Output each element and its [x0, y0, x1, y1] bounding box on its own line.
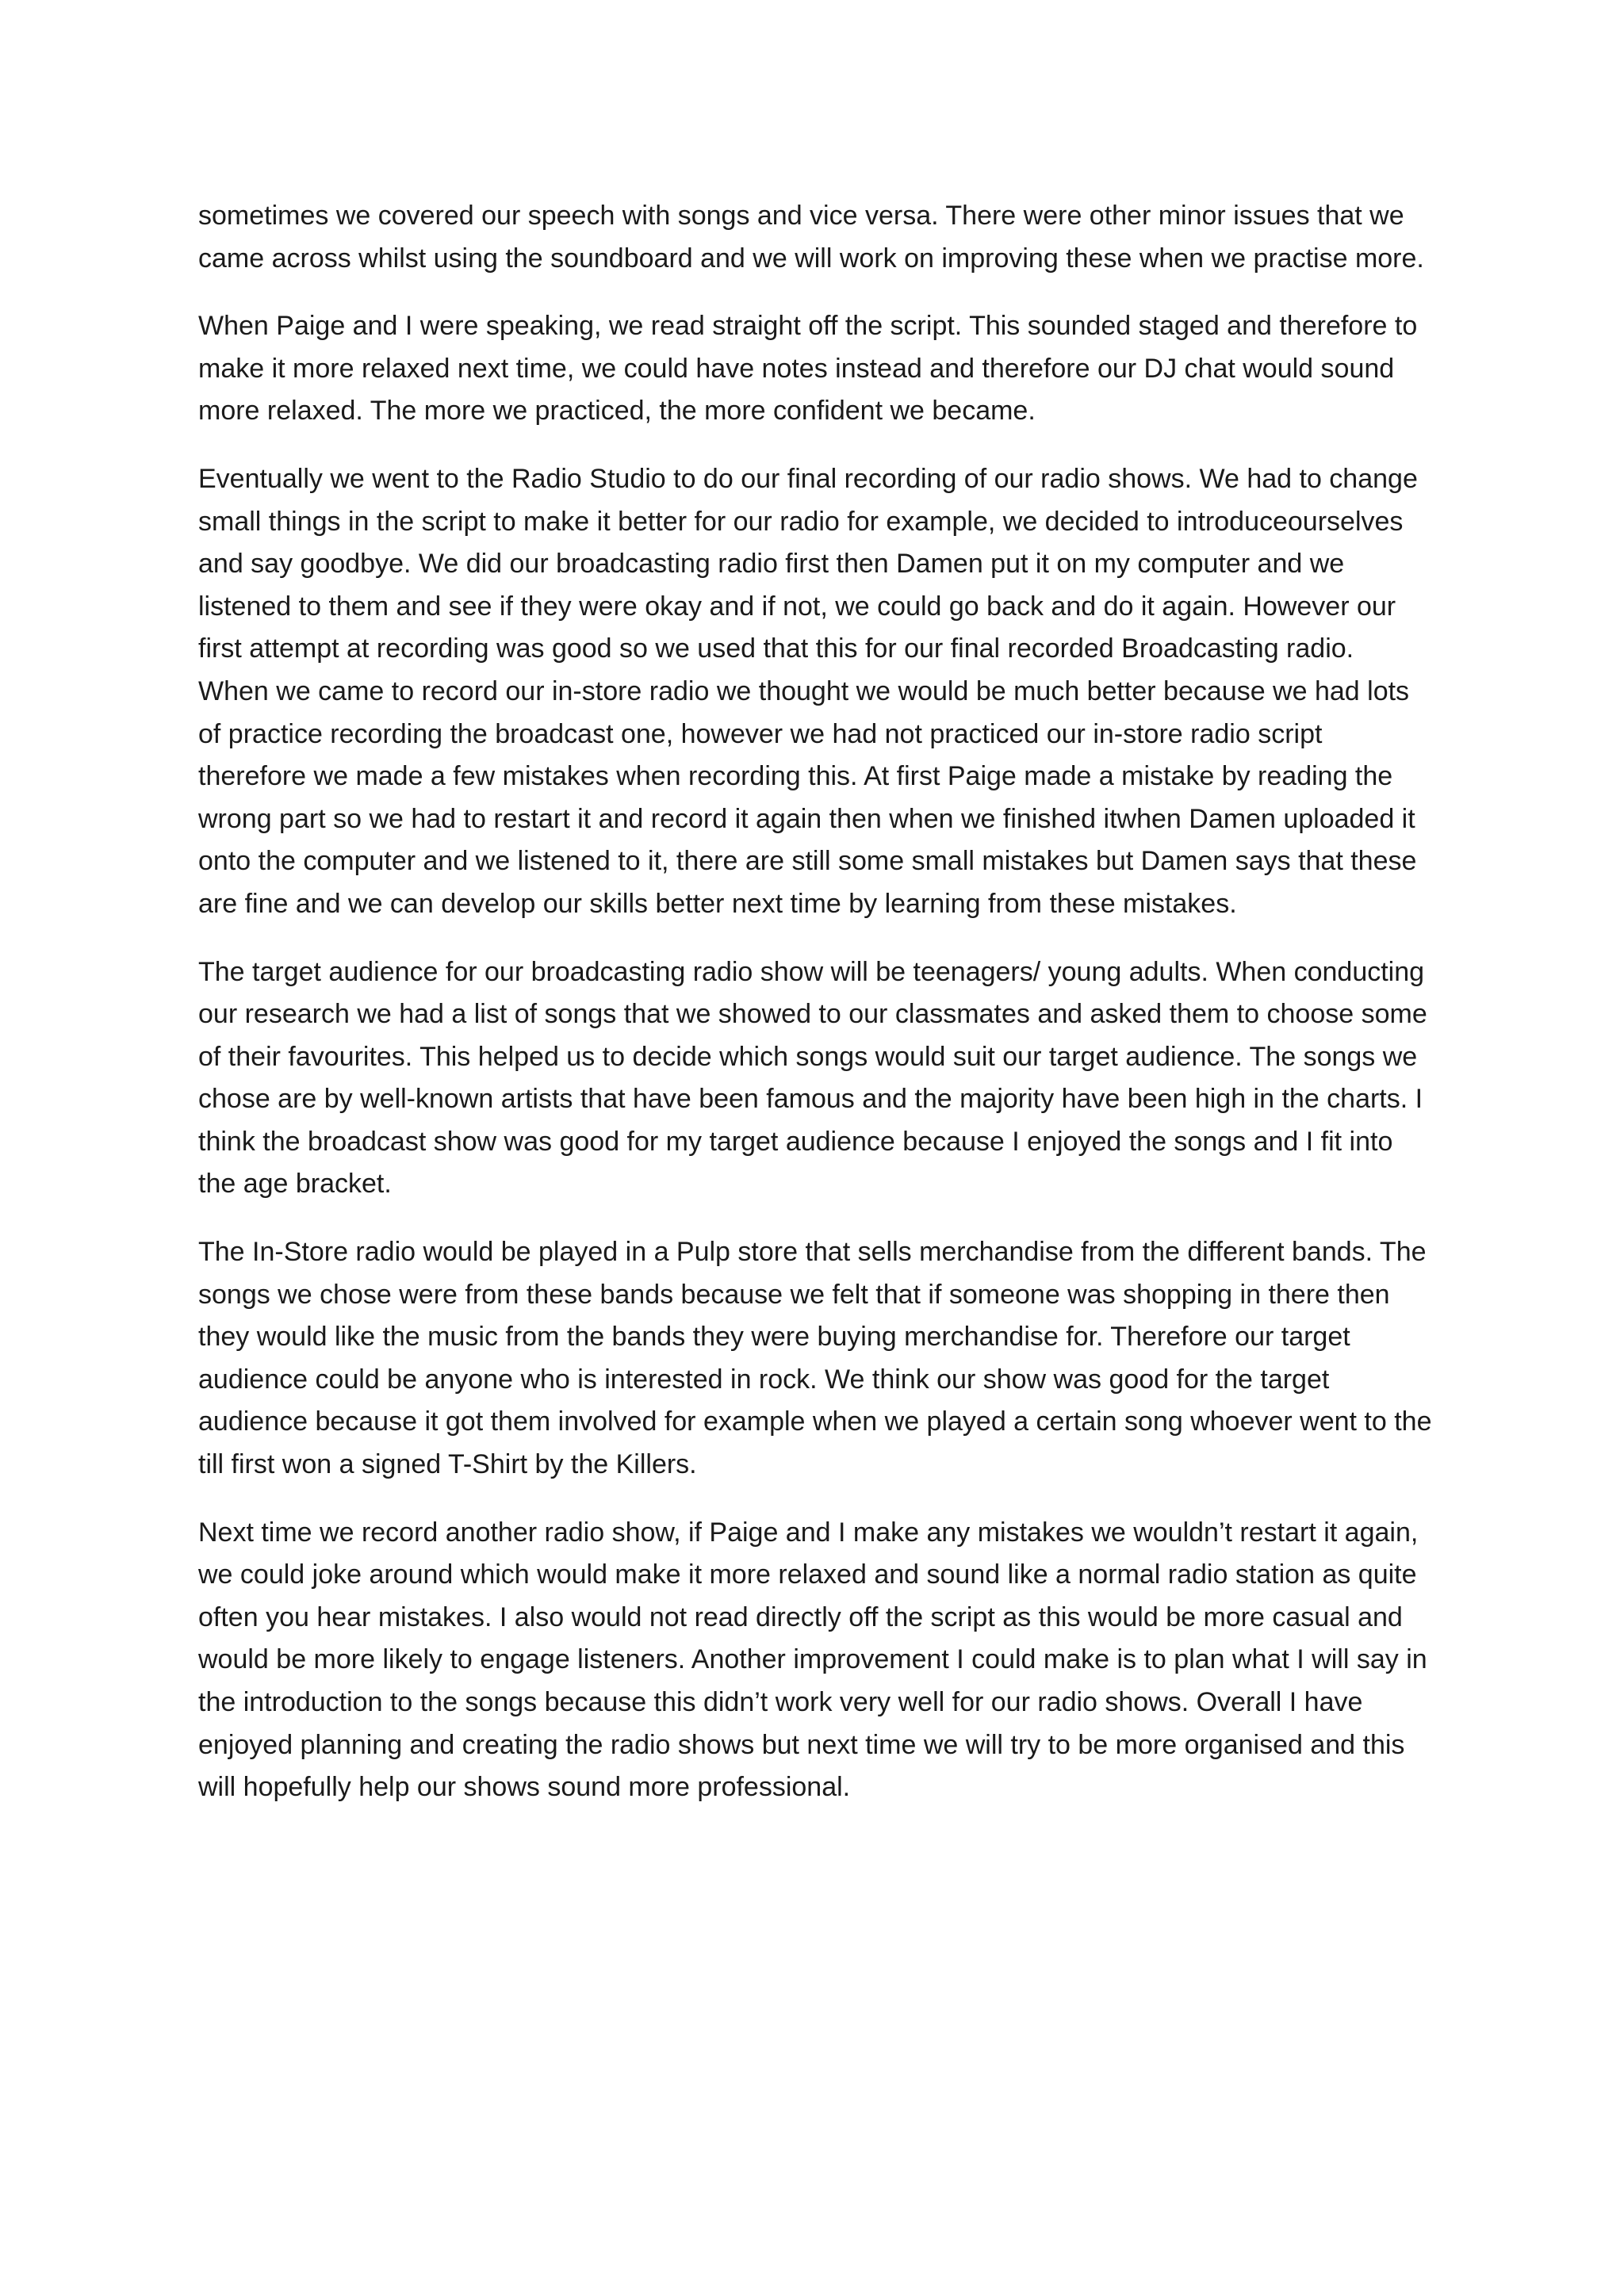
paragraph-in-store-radio: The In-Store radio would be played in a Pulp store that sells merchandise from the different bands. The songs we chose were from these bands because we felt that if someone was shopping in there then they would like the music from the bands they were buying merchandise for. Therefore our target audience could be anyone who is interested in rock. We think our show was good for the target audience because it got them involved for example when we played a certain song whoever went to the till first won a signed T-Shirt by the Killers.	[198, 1237, 1439, 1480]
paragraph-broadcast-target-audience: The target audience for our broadcasting radio show will be teenagers/ young adults. When conducting our research we had a list of songs that we showed to our classmates and asked them to choose some of their favourites. This helped us to decide which songs would suit our target audience. The songs we chose are by well-known artists that have been famous and the majority have been high in the charts. I think the broadcast show was good for my target audience because I enjoyed the songs and I fit into the age bracket.	[198, 956, 1435, 1200]
paragraph-next-time-improvements: Next time we record another radio show, if Paige and I make any mistakes we wouldn’t restart it again, we could joke around which would make it more relaxed and sound like a normal radio station as quite often you hear mistakes. I also would not read directly off the script as this would be more casual and would be more likely to engage listeners. Another improvement I could make is to plan what I will say in the introduction to the songs because this didn’t work very well for our radio shows. Overall I have enjoyed planning and creating the radio shows but next time we will try to be more organised and this will hopefully help our shows sound more professional.	[198, 1517, 1435, 1803]
paragraph-soundboard-issues: sometimes we covered our speech with songs and vice versa. There were other minor issues that we came across whilst using the soundboard and we will work on improving these when we practise more.	[198, 201, 1424, 274]
document-body	[198, 195, 1439, 1835]
paragraph-radio-studio-recording: Eventually we went to the Radio Studio to do our final recording of our radio shows. We had to change small things in the script to make it better for our radio for example, we decided to introduceourselves and say goodbye. We did our broadcasting radio first then Damen put it on my computer and we listened to them and see if they were okay and if not, we could go back and do it again. However our first attempt at recording was good so we used that this for our final recorded Broadcasting radio. When we came to record our in-store radio we thought we would be much better because we had lots of practice recording the broadcast one, however we had not practiced our in-store radio script therefore we made a few mistakes when recording this. At first Paige made a mistake by reading the wrong part so we had to restart it and record it again then when we finished itwhen Damen uploaded it onto the computer and we listened to it, there are still some small mistakes but Damen says that these are fine and we can develop our skills better next time by learning from these mistakes.	[198, 463, 1426, 919]
paragraph-reading-script: When Paige and I were speaking, we read straight off the script. This sounded staged and therefore to make it more relaxed next time, we could have notes instead and therefore our DJ chat would sound more relaxed. The more we practiced, the more confident we became.	[198, 311, 1425, 427]
